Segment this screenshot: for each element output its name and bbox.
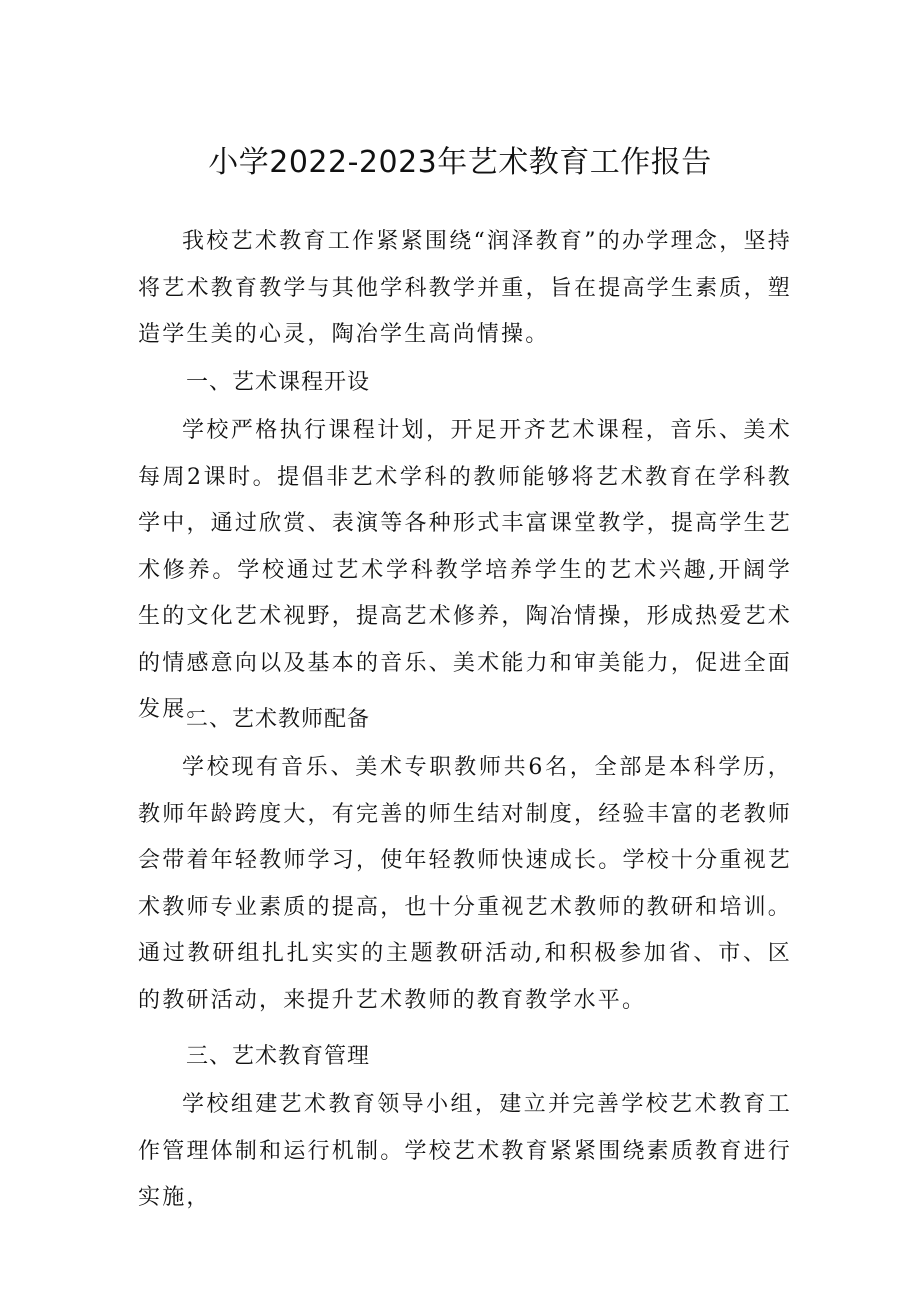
intro-paragraph: 我校艺术教育工作紧紧围绕“润泽教育”的办学理念，坚持将艺术教育教学与其他学科教学并重，旨在提高学生素质，塑造学生美的心灵，陶冶学生高尚情操。	[138, 229, 792, 347]
section-paragraph-teacher-staffing: 学校现有音乐、美术专职教师共6名，全部是本科学历，教师年龄跨度大，有完善的师生结对制度，经验丰富的老教师会带着年轻教师学习，使年轻教师快速成长。学校十分重视艺术教师专业素质的提高，也十分重视艺术教师的教研和培训。通过教研组扎扎实实的主题教研活动,和积极参加省、市、区的教研活动，来提升艺术教师的教育教学水平。	[138, 755, 792, 1013]
section-paragraph-art-management: 学校组建艺术教育领导小组，建立并完善学校艺术教育工作管理体制和运行机制。学校艺术教育紧紧围绕素质教育进行实施，	[138, 1092, 792, 1210]
section-heading-course-offering: 一、艺术课程开设	[186, 370, 371, 395]
section-heading-teacher-staffing: 二、艺术教师配备	[186, 707, 371, 732]
document-title: 小学2022-2023年艺术教育工作报告	[208, 145, 712, 180]
section-heading-art-management: 三、艺术教育管理	[186, 1044, 371, 1069]
section-paragraph-course-offering: 学校严格执行课程计划，开足开齐艺术课程，音乐、美术每周2课时。提倡非艺术学科的教师能够将艺术教育在学科教学中，通过欣赏、表演等各种形式丰富课堂教学，提高学生艺术修养。学校通过艺术学科教学培养学生的艺术兴趣,开阔学生的文化艺术视野，提高艺术修养，陶冶情操，形成热爱艺术的情感意向以及基本的音乐、美术能力和审美能力，促进全面发展。	[138, 418, 792, 722]
